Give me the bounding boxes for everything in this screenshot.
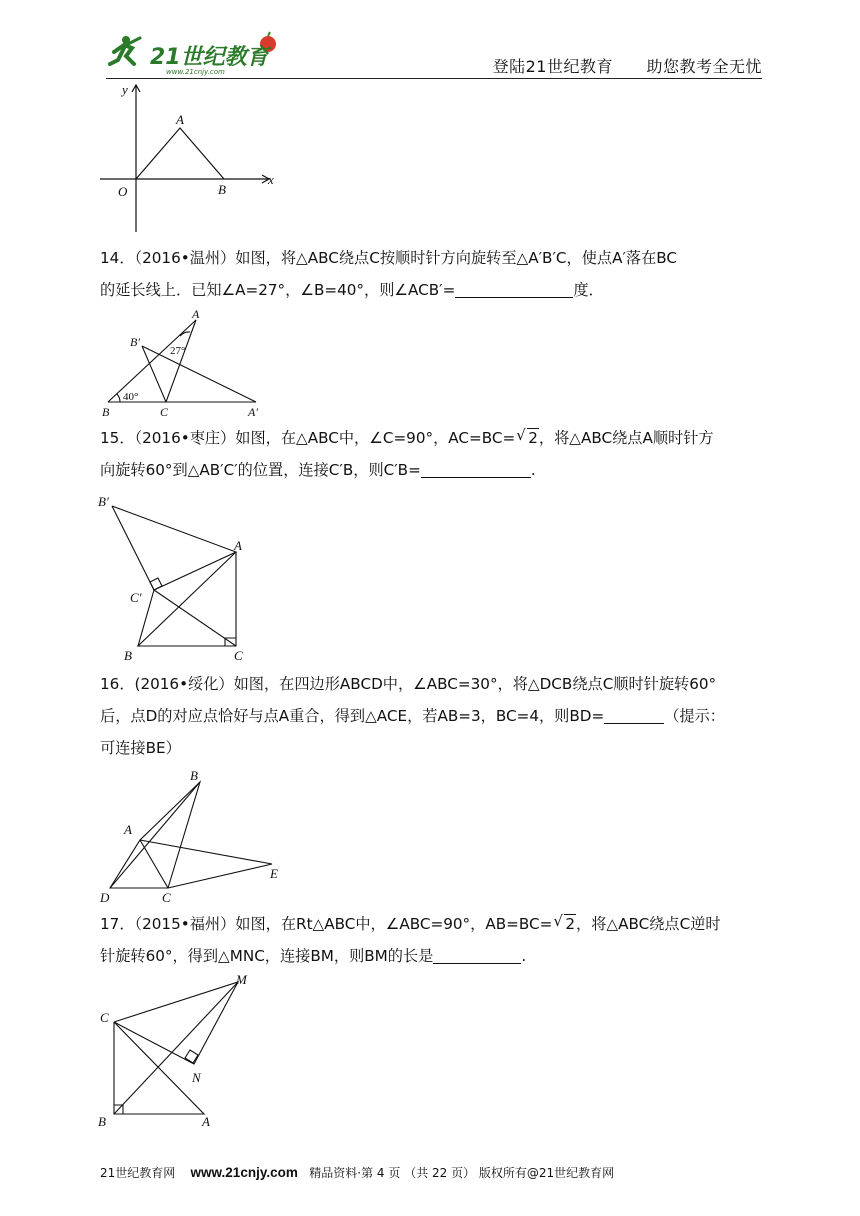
label-c: C — [234, 648, 243, 663]
label-b: B — [218, 182, 226, 197]
label-b: B — [190, 768, 198, 783]
header-slogan — [493, 54, 762, 77]
figure-13-axes — [96, 82, 276, 238]
label-b-prime: B′ — [130, 335, 140, 349]
site-logo — [106, 30, 296, 78]
logo-url: www.21cnjy.com — [166, 68, 225, 76]
label-b: B — [102, 405, 110, 418]
triangle-abc — [108, 320, 196, 402]
label-c: C — [100, 1010, 109, 1025]
q16-line1: 16．(2016•绥化）如图，在四边形ABCD中，∠ABC=30°，将△DCB绕点C顺时针旋转60° — [100, 675, 717, 693]
header-divider — [106, 78, 762, 79]
q16-line2: 后，点D的对应点恰好与点A重合，得到△ACE，若AB=3，BC=4，则BD= （提示： — [100, 707, 725, 725]
figure-15 — [94, 490, 264, 666]
q17-answer-blank[interactable] — [433, 946, 521, 964]
figure-16 — [98, 768, 298, 908]
figure-17 — [94, 970, 274, 1130]
figure-14 — [96, 306, 276, 418]
q15-line1: 15．（2016•枣庄）如图，在△ABC中，∠C=90°，AC=BC= √ 2，将△ABC绕点A顺时针方 — [100, 422, 762, 454]
label-o: O — [118, 184, 128, 199]
triangle-ab-prime-c-prime — [112, 506, 236, 590]
header-slogan-right: 助您教考全无忧 — [646, 57, 762, 76]
page-footer — [100, 1164, 614, 1181]
question-17 — [100, 908, 762, 972]
triangle-mnc — [114, 982, 238, 1064]
angle-a-label: 27° — [170, 345, 186, 357]
label-b: B — [98, 1114, 106, 1129]
q14-answer-blank[interactable] — [455, 280, 573, 298]
triangle-ace — [140, 840, 272, 888]
label-c: C — [162, 890, 171, 905]
angle-b-label: 40° — [123, 391, 139, 403]
q17-line2: 针旋转60°，得到△MNC，连接BM，则BM的长是 . — [100, 947, 527, 965]
label-b-prime: B′ — [98, 494, 109, 509]
question-14 — [100, 242, 762, 306]
label-n: N — [192, 1070, 201, 1085]
sqrt-symbol: √ 2 — [516, 426, 538, 447]
footer-url[interactable]: www.21cnjy.com — [190, 1165, 298, 1180]
q14-line2: 的延长线上．已知∠A=27°，∠B=40°，则∠ACB′= 度． — [100, 281, 604, 299]
triangle-a-prime-b-prime-c — [142, 346, 256, 402]
label-e: E — [270, 866, 278, 881]
label-c-prime: C′ — [130, 590, 142, 605]
q15-answer-blank[interactable] — [421, 460, 531, 478]
q16-answer-blank[interactable] — [604, 706, 664, 724]
logo-text: 21世纪教育 — [150, 45, 269, 70]
q17-line1: 17．（2015•福州）如图，在Rt△ABC中，∠ABC=90°，AB=BC= √ 2，将△ABC绕点C逆时 — [100, 908, 762, 940]
footer-info: 精品资料·第 4 页 （共 22 页） 版权所有@21世纪教育网 — [309, 1166, 615, 1180]
q14-line1: 14．（2016•温州）如图，将△ABC绕点C按顺时针方向旋转至△A′B′C，使点A′落在BC — [100, 249, 678, 267]
question-16 — [100, 668, 762, 764]
q16-line3: 可连接BE） — [100, 739, 181, 757]
label-a: A — [176, 112, 184, 127]
question-15 — [100, 422, 762, 486]
sqrt-symbol: √ 2 — [553, 912, 576, 933]
triangle-oab — [136, 128, 224, 179]
triangle-abc — [138, 552, 236, 646]
q15-line2: 向旋转60°到△AB′C′的位置，连接C′B，则C′B= . — [100, 461, 536, 479]
label-a: A — [202, 1114, 210, 1129]
label-a: A — [192, 307, 200, 321]
label-c: C — [160, 405, 169, 418]
label-x: x — [268, 172, 274, 187]
label-d: D — [100, 890, 110, 905]
footer-site: 21世纪教育网 — [100, 1166, 176, 1180]
label-b: B — [124, 648, 132, 663]
label-a-prime: A′ — [248, 405, 258, 418]
label-y: y — [122, 82, 128, 97]
label-a: A — [234, 538, 242, 553]
label-a: A — [124, 822, 132, 837]
runner-icon — [110, 36, 140, 64]
header-slogan-left: 登陆21世纪教育 — [492, 57, 613, 76]
label-m: M — [236, 972, 247, 987]
